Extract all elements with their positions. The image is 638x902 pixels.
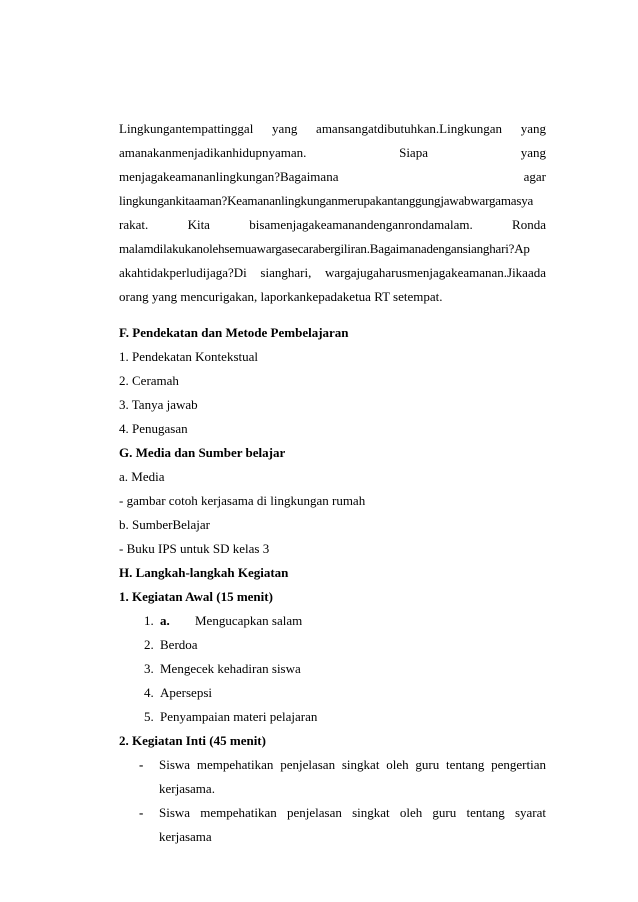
opening-item-prefix: a. xyxy=(160,613,170,628)
paragraph-line-8: orang yang mencurigakan, laporkankepadaketua RT setempat. xyxy=(119,289,443,304)
opening-item-text: Penyampaian materi pelajaran xyxy=(160,709,318,724)
paragraph-line-5: rakat. Kita bisamenjagakeamanandenganrondamalam. Ronda xyxy=(119,217,546,232)
section-f-item-2: 2. Ceramah xyxy=(119,373,179,388)
media-label: a. Media xyxy=(119,469,165,484)
opening-item-text: Mengecek kehadiran siswa xyxy=(160,661,301,676)
opening-item-2 xyxy=(144,637,198,653)
section-g-heading: G. Media dan Sumber belajar xyxy=(119,445,286,460)
core-item-2-line-1: Siswa mempehatikan penjelasan singkat oleh guru tentang syarat xyxy=(159,805,546,820)
media-item: - gambar cotoh kerjasama di lingkungan rumah xyxy=(119,493,366,508)
opening-item-text: Berdoa xyxy=(160,637,198,652)
paragraph-line-2: amanakanmenjadikanhidupnyaman. Siapa yang xyxy=(119,145,546,160)
opening-item-number: 5. xyxy=(144,709,154,724)
core-item-2-line-2: kerjasama xyxy=(159,829,212,844)
core-item-1-dash: - xyxy=(139,757,144,772)
opening-item-text: Apersepsi xyxy=(160,685,212,700)
source-item: - Buku IPS untuk SD kelas 3 xyxy=(119,541,270,556)
opening-activity-heading: 1. Kegiatan Awal (15 menit) xyxy=(119,589,273,604)
opening-item-3 xyxy=(144,661,301,677)
core-item-1-line-1: Siswa mempehatikan penjelasan singkat oleh guru tentang pengertian xyxy=(159,757,546,772)
opening-item-4 xyxy=(144,685,212,701)
source-label: b. SumberBelajar xyxy=(119,517,210,532)
opening-item-number: 3. xyxy=(144,661,154,676)
core-activity-heading: 2. Kegiatan Inti (45 menit) xyxy=(119,733,266,748)
section-f-item-3: 3. Tanya jawab xyxy=(119,397,198,412)
opening-item-number: 1. xyxy=(144,613,154,628)
opening-item-5 xyxy=(144,709,317,725)
opening-item-text: Mengucapkan salam xyxy=(195,613,303,628)
section-f-item-1: 1. Pendekatan Kontekstual xyxy=(119,349,258,364)
paragraph-line-7: akahtidakperludijaga?Di sianghari, wargajugaharusmenjagakeamanan.Jikaada xyxy=(119,265,546,280)
section-h-heading: H. Langkah-langkah Kegiatan xyxy=(119,565,289,580)
paragraph-line-1: Lingkungantempattinggal yang amansangatdibutuhkan.Lingkungan yang xyxy=(119,121,546,136)
section-f-item-4: 4. Penugasan xyxy=(119,421,188,436)
opening-item-number: 4. xyxy=(144,685,154,700)
opening-item-1 xyxy=(144,613,302,629)
core-item-2-dash: - xyxy=(139,805,144,820)
paragraph-line-3: menjagakeamananlingkungan?Bagaimana agar xyxy=(119,169,546,184)
section-f-heading: F. Pendekatan dan Metode Pembelajaran xyxy=(119,325,349,340)
paragraph-line-4: lingkungankitaaman?Keamananlingkunganmerupakantanggungjawabwargamasya xyxy=(119,193,534,208)
opening-item-number: 2. xyxy=(144,637,154,652)
core-item-1-line-2: kerjasama. xyxy=(159,781,215,796)
paragraph-line-6: malamdilakukanolehsemuawargasecarabergiliran.Bagaimanadengansianghari?Ap xyxy=(119,241,530,256)
